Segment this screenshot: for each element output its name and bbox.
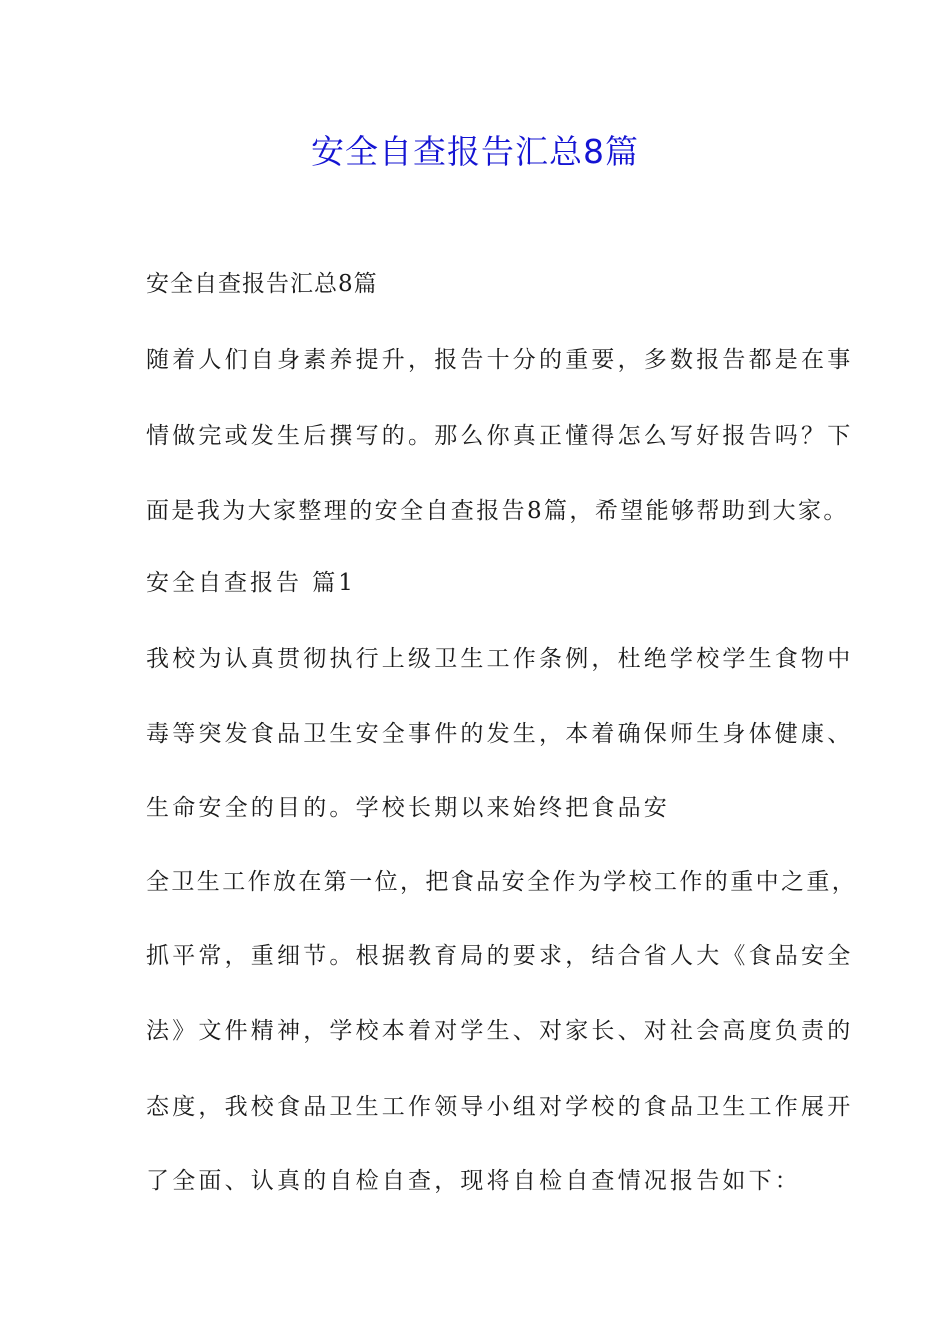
paragraph-line: 法》文件精神，学校本着对学生、对家长、对社会高度负责的: [146, 1018, 854, 1044]
subtitle-line: 安全自查报告汇总8篇: [146, 271, 378, 297]
paragraph-line: 我校为认真贯彻执行上级卫生工作条例，杜绝学校学生食物中: [146, 646, 854, 672]
paragraph-line: 毒等突发食品卫生安全事件的发生，本着确保师生身体健康、: [146, 721, 854, 747]
paragraph-line: 情做完或发生后撰写的。那么你真正懂得怎么写好报告吗？下: [146, 423, 854, 449]
paragraph-line: 随着人们自身素养提升，报告十分的重要，多数报告都是在事: [146, 347, 854, 373]
section-heading: 安全自查报告 篇1: [146, 570, 356, 596]
paragraph-line: 了全面、认真的自检自查，现将自检自查情况报告如下：: [146, 1168, 801, 1194]
document-title: 安全自查报告汇总8篇: [311, 132, 639, 171]
paragraph-line: 态度，我校食品卫生工作领导小组对学校的食品卫生工作展开: [146, 1094, 854, 1120]
paragraph-line: 全卫生工作放在第一位，把食品安全作为学校工作的重中之重，: [146, 869, 858, 895]
paragraph-line: 生命安全的目的。学校长期以来始终把食品安: [146, 795, 670, 821]
paragraph-line: 面是我为大家整理的安全自查报告8篇，希望能够帮助到大家。: [146, 498, 849, 524]
paragraph-line: 抓平常，重细节。根据教育局的要求，结合省人大《食品安全: [146, 943, 854, 969]
